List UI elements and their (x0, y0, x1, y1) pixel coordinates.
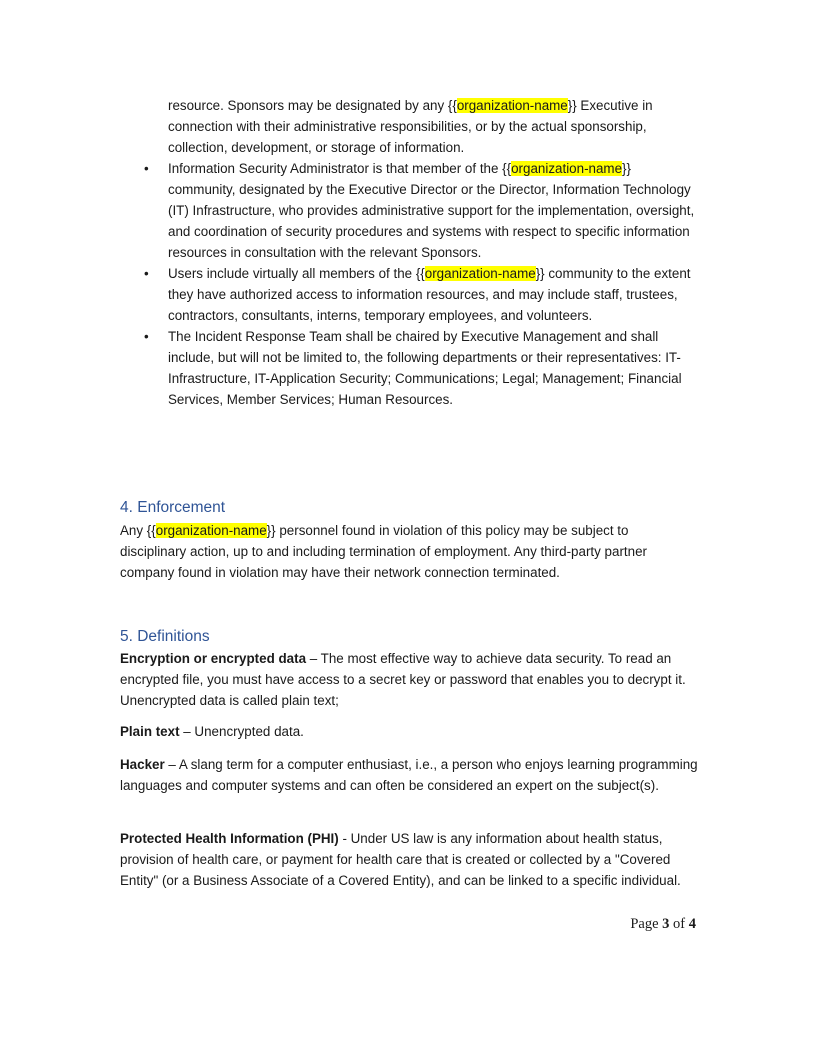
organization-name-placeholder: organization-name (456, 98, 568, 113)
definition-text: - Under US law is any information about health status, provision of health care, or payment for health care that is created or collected by a "Covered Entity" (or a Business Associate of a Covered Entity), and can be linked to a specific individual. (120, 831, 681, 888)
sponsors-continuation-paragraph (168, 95, 698, 158)
bullet-marker: • (144, 266, 149, 281)
bullet-text-end: }} community to the extent they have authorized access to information resources, and may include staff, trustees, contractors, consultants, interns, temporary employees, and volunteers. (168, 266, 691, 323)
organization-name-placeholder: organization-name (424, 266, 536, 281)
definition-term: Hacker (120, 757, 165, 772)
definition-text: – The most effective way to achieve data security. To read an encrypted file, you must have access to a secret key or password that enables you to decrypt it. Unencrypted data is called plain text; (120, 651, 686, 708)
total-page-number: 4 (688, 916, 696, 932)
list-item (120, 158, 698, 263)
definition-plain-text (120, 721, 698, 742)
definition-hacker (120, 754, 698, 796)
organization-name-placeholder: organization-name (155, 523, 267, 538)
bullet-marker: • (144, 161, 149, 176)
definition-phi (120, 828, 698, 891)
page-number-footer (630, 914, 696, 935)
roles-bullet-list (120, 158, 698, 410)
definition-text: – A slang term for a computer enthusiast, i.e., a person who enjoys learning programming languages and computer systems and can often be considered an expert on the subject(s). (120, 757, 698, 793)
definition-term: Plain text (120, 724, 180, 739)
definitions-heading: 5. Definitions (120, 628, 210, 645)
enforcement-paragraph (120, 520, 698, 583)
of-label: of (669, 916, 689, 932)
enforcement-text-start: Any {{ (120, 523, 156, 538)
page-label: Page (630, 916, 663, 932)
bullet-text: The Incident Response Team shall be chaired by Executive Management and shall include, but will not be limited to, the following departments or their representatives: IT-Infrastructure, IT-Application Security; Communications; Legal; Management; Financial Services, Member Services; Human Resources. (168, 329, 682, 407)
bullet-text-end: }} community, designated by the Executive Director or the Director, Information Technology (IT) Infrastructure, who provides administrative support for the implementation, oversight, and coordination of security procedures and systems with respect to specific information resources in consultation with the relevant Sponsors. (168, 161, 695, 260)
enforcement-text-end: }} personnel found in violation of this policy may be subject to disciplinary action, up to and including termination of employment. Any third-party partner company found in violation may have their network connection terminated. (120, 523, 647, 580)
enforcement-heading: 4. Enforcement (120, 499, 226, 516)
definition-term: Protected Health Information (PHI) (120, 831, 339, 846)
current-page-number: 3 (662, 916, 670, 932)
definition-term: Encryption or encrypted data (120, 651, 307, 666)
definition-text: – Unencrypted data. (179, 724, 304, 739)
list-item (120, 263, 698, 326)
continuation-text-start: resource. Sponsors may be designated by any {{ (168, 98, 457, 113)
bullet-marker: • (144, 329, 149, 344)
continuation-text-end: }} Executive in connection with their administrative responsibilities, or by the actual sponsorship, collection, development, or storage of information. (168, 98, 653, 155)
organization-name-placeholder: organization-name (511, 161, 623, 176)
list-item (120, 326, 698, 410)
bullet-text-start: Users include virtually all members of the {{ (168, 266, 425, 281)
bullet-text-start: Information Security Administrator is that member of the {{ (168, 161, 512, 176)
definition-encryption (120, 648, 698, 711)
